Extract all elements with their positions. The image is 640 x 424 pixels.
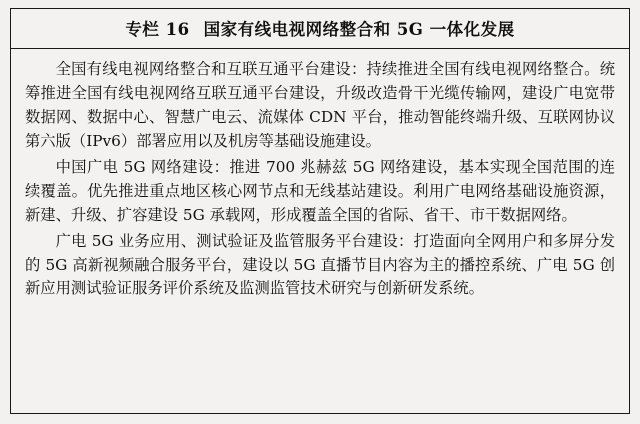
callout-heading: 国家有线电视网络整合和 5G 一体化发展 xyxy=(203,20,515,39)
callout-body xyxy=(11,49,629,308)
paragraph: 全国有线电视网络整合和互联互通平台建设：持续推进全国有线电视网络整合。统筹推进全国有线电视网络互联互通平台建设，升级改造骨干光缆传输网，建设广电宽带数据网、数据中心、智慧广电云、流媒体 CDN 平台，推动智能终端升级、互联网协议第六版（IPv6）部署应用以及机房等基础设施建设。 xyxy=(25,60,615,150)
callout-title-bar xyxy=(11,9,629,49)
paragraph: 广电 5G 业务应用、测试验证及监管服务平台建设：打造面向全网用户和多屏分发的 5G 高新视频融合服务平台，建设以 5G 直播节目内容为主的播控系统、广电 5G 创新应用测试验证服务评价系统及监测监管技术研究与创新研发系统。 xyxy=(25,231,615,298)
callout-box xyxy=(10,8,630,414)
callout-number: 专栏 16 xyxy=(125,20,190,39)
paragraph: 中国广电 5G 网络建设：推进 700 兆赫兹 5G 网络建设，基本实现全国范围的连续覆盖。优先推进重点地区核心网节点和无线基站建设。利用广电网络基础设施资源，新建、升级、扩容建设 5G 承载网，形成覆盖全国的省际、省干、市干数据网络。 xyxy=(25,157,615,224)
